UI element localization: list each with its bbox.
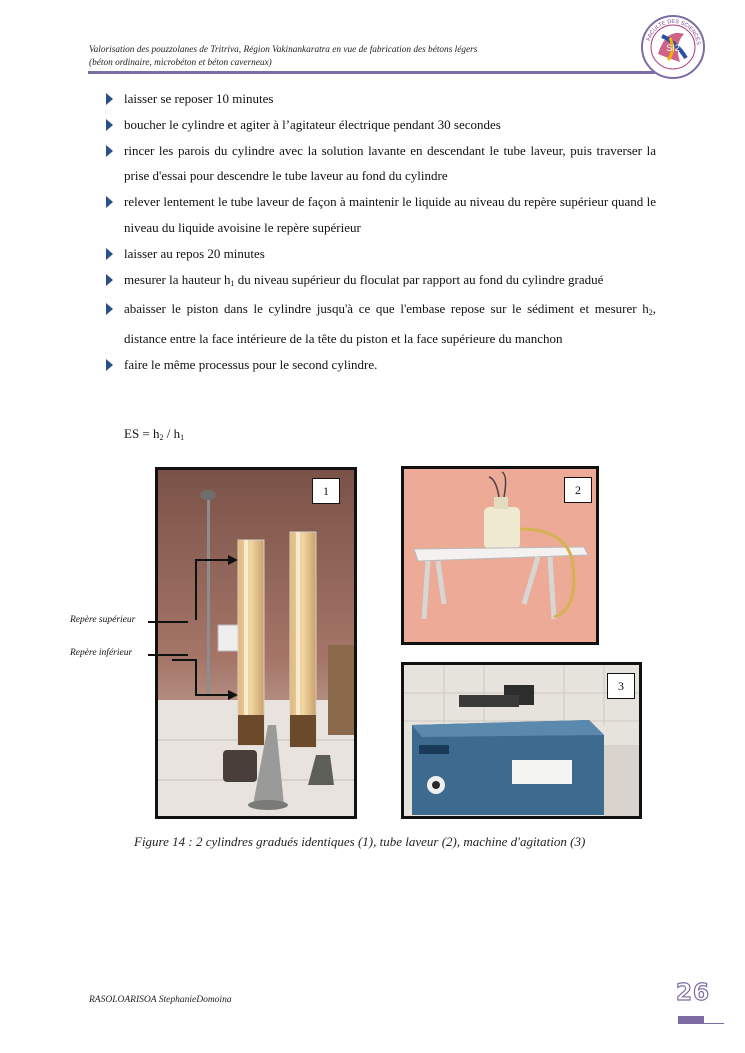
figure-number-3: 3 [607, 673, 635, 699]
bullet-arrow-icon [106, 196, 113, 208]
step-item: abaisser le piston dans le cylindre jusqu'à ce que l'embase repose sur le sédiment et mesurer $h_2$, distance entre la face intérieure de la tête du piston et la face supérieure du manchon [104, 296, 656, 352]
header-line-2: (béton ordinaire, microbéton et béton caverneux) [89, 58, 272, 68]
bullet-arrow-icon [106, 93, 113, 105]
bullet-arrow-icon [106, 359, 113, 371]
running-header [89, 44, 649, 70]
footer-author: RASOLOARISOA StephanieDomoina [89, 995, 232, 1005]
step-item: relever lentement le tube laveur de façon à maintenir le liquide au niveau du repère supérieur quand le niveau du liquide avoisine le repère supérieur [104, 189, 656, 241]
header-line-1: Valorisation des pouzzolanes de Tritriva, Région Vakinankaratra en vue de fabrication des bétons légers [89, 45, 478, 55]
step-item: faire le même processus pour le second cylindre. [104, 352, 656, 378]
page-number: 26 [676, 980, 711, 1006]
step-item: laisser se reposer 10 minutes [104, 86, 656, 112]
page-number-line [704, 1023, 724, 1024]
step-item: rincer les parois du cylindre avec la solution lavante en descendant le tube laveur, puis traverser la prise d'essai pour descendre le tube laveur au fond du cylindre [104, 138, 656, 190]
bullet-arrow-icon [106, 145, 113, 157]
bullet-arrow-icon [106, 303, 113, 315]
step-item: laisser au repos 20 minutes [104, 241, 656, 267]
bullet-arrow-icon [106, 274, 113, 286]
es-formula: ES = $h_2 / h_1$ [124, 426, 185, 442]
photo-graduated-cylinders [155, 467, 357, 819]
page-number-bar [678, 1016, 704, 1024]
label-lower-mark: Repère inférieur [70, 648, 133, 658]
bullet-arrow-icon [106, 119, 113, 131]
figure-caption: Figure 14 : 2 cylindres gradués identiques (1), tube laveur (2), machine d'agitation (3) [134, 834, 586, 849]
procedure-steps [104, 86, 656, 378]
step-item: mesurer la hauteur $h_1$ du niveau supérieur du floculat par rapport au fond du cylindre gradué [104, 267, 656, 297]
lower-mark-leader [148, 651, 188, 659]
faculty-logo [640, 14, 706, 80]
figure-number-2: 2 [564, 477, 592, 503]
step-item: boucher le cylindre et agiter à l’agitateur électrique pendant 30 secondes [104, 112, 656, 138]
photo-shaking-machine [401, 662, 642, 819]
logo-ring-text: FACULTE DES SCIENCES [645, 18, 701, 46]
logo-center-text: SI2 [666, 43, 680, 53]
photo-wash-tube [401, 466, 599, 645]
upper-mark-leader [148, 618, 188, 626]
label-upper-mark: Repère supérieur [70, 615, 136, 625]
figure-number-1: 1 [312, 478, 340, 504]
bullet-arrow-icon [106, 248, 113, 260]
header-rule [88, 71, 655, 74]
